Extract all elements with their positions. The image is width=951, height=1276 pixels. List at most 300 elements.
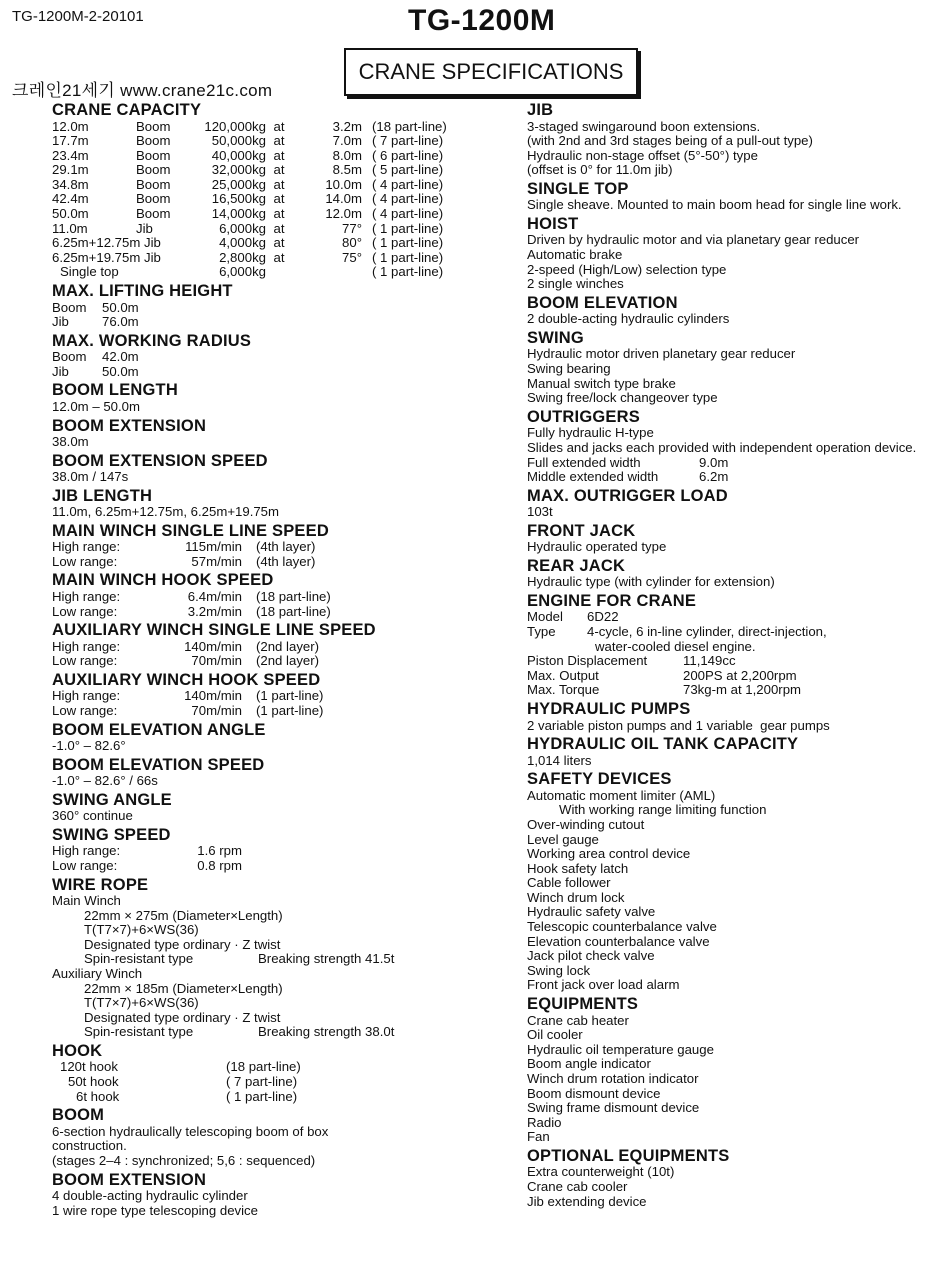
capacity-radius: 7.0m (332, 133, 362, 149)
rope-strength-row (84, 952, 394, 967)
table-row (84, 1025, 394, 1040)
table-row (527, 610, 827, 625)
jib-length-section (52, 487, 492, 520)
section-heading: AUXILIARY WINCH SINGLE LINE SPEED (52, 621, 376, 640)
capacity-load: 14,000kg (211, 206, 266, 222)
section-line: (with 2nd and 3rd stages being of a pull-out type) (527, 133, 813, 149)
table-row (527, 470, 728, 485)
capacity-boom-length: 6.25m+12.75m Jib (52, 235, 161, 251)
equipments-section (527, 995, 937, 1145)
section-heading: BOOM EXTENSION SPEED (52, 451, 268, 470)
aux-winch-label: Auxiliary Winch (52, 965, 143, 981)
section-heading: JIB LENGTH (52, 486, 153, 505)
lifting-height-table (52, 301, 139, 330)
list-item: Hydraulic safety valve (527, 904, 656, 920)
capacity-boom-length: 29.1m (52, 162, 89, 178)
rope-spec-line: T(T7×7)+6×WS(36) (84, 995, 199, 1011)
list-item: Jack pilot check valve (527, 948, 655, 964)
section-value: 12.0m – 50.0m (52, 398, 140, 414)
list-item: Elevation counterbalance valve (527, 933, 710, 949)
row-label: Model (527, 609, 563, 625)
capacity-radius: 12.0m (325, 206, 362, 222)
row-label: Type (527, 624, 556, 640)
row-value: 140m/min (184, 688, 242, 704)
section-heading: HOOK (52, 1041, 103, 1060)
table-row (52, 149, 472, 164)
row-label: High range: (52, 843, 121, 859)
capacity-load: 2,800kg (219, 249, 266, 265)
section-heading: OUTRIGGERS (527, 407, 640, 426)
list-item: Swing frame dismount device (527, 1100, 700, 1116)
table-row (52, 1090, 301, 1105)
front-jack-section (527, 522, 937, 555)
list-item: Boom angle indicator (527, 1056, 651, 1072)
list-item: Telescopic counterbalance valve (527, 919, 717, 935)
table-row (52, 120, 472, 135)
capacity-boom-type: Jib (136, 220, 153, 236)
capacity-at: at (273, 220, 285, 236)
section-line: Automatic brake (527, 247, 623, 263)
speed-table (52, 590, 331, 619)
document-id: TG-1200M-2-20101 (12, 8, 144, 25)
table-row (527, 669, 801, 684)
capacity-load: 16,500kg (211, 191, 266, 207)
table-row (52, 207, 472, 222)
boom-section (52, 1106, 492, 1168)
list-item: Front jack over load alarm (527, 977, 680, 993)
table-row (52, 163, 472, 178)
row-value: 11,149cc (683, 653, 736, 669)
row-label: Spin-resistant type (84, 1024, 194, 1040)
section-value: 38.0m / 147s (52, 469, 129, 485)
specifications-banner: CRANE SPECIFICATIONS (344, 48, 638, 96)
capacity-load: 6,000kg (219, 264, 266, 280)
row-note: (4th layer) (256, 539, 316, 555)
list-item: Swing lock (527, 962, 591, 978)
capacity-radius: 77° (342, 220, 362, 236)
section-line: Hydraulic operated type (527, 539, 667, 555)
table-row (52, 1060, 301, 1075)
row-value: 70m/min (191, 653, 242, 669)
row-value: 6.2m (699, 469, 729, 485)
main-winch-hook-speed-section (52, 571, 492, 619)
jib-section (527, 101, 937, 178)
row-note: (1 part-line) (256, 688, 324, 704)
capacity-part-line: ( 1 part-line) (372, 220, 444, 236)
capacity-radius (292, 265, 372, 280)
row-label: High range: (52, 539, 121, 555)
capacity-at: at (273, 235, 285, 251)
capacity-boom-type: Boom (136, 176, 171, 192)
section-heading: JIB (527, 101, 554, 119)
section-heading: FRONT JACK (527, 521, 636, 540)
row-value: 140m/min (184, 638, 242, 654)
row-label: Full extended width (527, 454, 641, 470)
engine-model-table (527, 610, 827, 654)
capacity-load: 25,000kg (211, 176, 266, 192)
capacity-part-line: ( 5 part-line) (372, 162, 444, 178)
row-value: water-cooled diesel engine. (595, 638, 756, 654)
table-row (52, 192, 472, 207)
list-item: Boom dismount device (527, 1085, 661, 1101)
capacity-boom-type: Boom (136, 206, 171, 222)
section-line: (stages 2–4 : synchronized; 5,6 : sequenced) (52, 1152, 316, 1168)
list-item: Oil cooler (527, 1027, 583, 1043)
row-value: 42.0m (102, 349, 139, 365)
capacity-load: 50,000kg (211, 133, 266, 149)
table-row (52, 251, 472, 266)
table-row (52, 178, 472, 193)
speed-table (52, 844, 256, 873)
capacity-at: at (273, 133, 285, 149)
engine-performance-table (527, 654, 801, 698)
capacity-part-line: ( 1 part-line) (372, 264, 444, 280)
capacity-at: at (273, 147, 285, 163)
table-row (527, 456, 728, 471)
list-item: Radio (527, 1114, 562, 1130)
rope-strength-row (84, 1025, 394, 1040)
section-line: 2 double-acting hydraulic cylinders (527, 311, 730, 327)
swing-angle-section (52, 791, 492, 824)
section-heading: BOOM ELEVATION ANGLE (52, 720, 266, 739)
capacity-boom-length: 17.7m (52, 133, 89, 149)
list-item: Crane cab heater (527, 1012, 629, 1028)
max-outrigger-load-section (527, 487, 937, 520)
table-row (527, 683, 801, 698)
row-label: Boom (52, 349, 87, 365)
section-line: 103t (527, 504, 553, 520)
hook-table (52, 1060, 301, 1104)
row-label: Jib (52, 314, 69, 330)
row-value: 1.6 rpm (197, 843, 242, 859)
row-value: 115m/min (185, 539, 242, 555)
table-row (52, 222, 472, 237)
table-row (52, 654, 319, 669)
section-heading: SWING SPEED (52, 825, 171, 844)
section-value: -1.0° – 82.6° / 66s (52, 773, 158, 789)
list-item: Hook safety latch (527, 860, 629, 876)
list-item: Over-winding cutout (527, 816, 645, 832)
boom-extension-speed-section (52, 452, 492, 485)
row-value: Breaking strength 41.5t (258, 951, 395, 967)
row-label: High range: (52, 688, 121, 704)
row-value: 73kg-m at 1,200rpm (683, 682, 802, 698)
safety-devices-section (527, 770, 937, 993)
section-heading: OPTIONAL EQUIPMENTS (527, 1146, 730, 1165)
section-heading: MAX. OUTRIGGER LOAD (527, 486, 728, 505)
capacity-part-line: ( 1 part-line) (372, 235, 444, 251)
row-value: 200PS at 2,200rpm (683, 667, 797, 683)
section-heading: MAX. LIFTING HEIGHT (52, 282, 233, 301)
rear-jack-section (527, 557, 937, 590)
list-item: Extra counterweight (10t) (527, 1164, 675, 1180)
hook-section (52, 1042, 492, 1104)
capacity-part-line: (18 part-line) (372, 118, 447, 134)
optional-equipment-list (527, 1165, 937, 1209)
capacity-radius: 8.5m (332, 162, 362, 178)
boom-elevation-angle-section (52, 721, 492, 754)
row-note: (2nd layer) (256, 653, 320, 669)
speed-table (52, 540, 315, 569)
capacity-boom-type: Boom (136, 147, 171, 163)
list-item: Cable follower (527, 875, 611, 891)
row-value: 76.0m (102, 314, 139, 330)
row-note: (18 part-line) (256, 603, 331, 619)
row-note: (18 part-line) (256, 588, 331, 604)
capacity-load: 6,000kg (219, 220, 266, 236)
outriggers-section (527, 408, 937, 485)
row-label: Low range: (52, 603, 118, 619)
wire-rope-section (52, 876, 492, 1040)
capacity-at: at (273, 176, 285, 192)
rope-spec-line: 22mm × 185m (Diameter×Length) (84, 980, 283, 996)
row-value: 50.0m (102, 299, 139, 315)
section-line: (offset is 0° for 11.0m jib) (527, 162, 673, 178)
boom-extension-section (52, 417, 492, 450)
section-line: 1,014 liters (527, 752, 592, 768)
capacity-boom-length: 34.8m (52, 176, 89, 192)
list-item: Fan (527, 1129, 550, 1145)
row-label: Low range: (52, 653, 118, 669)
outrigger-width-table (527, 456, 728, 485)
row-value: ( 1 part-line) (226, 1088, 298, 1104)
capacity-part-line: ( 4 part-line) (372, 206, 444, 222)
capacity-table (52, 120, 472, 281)
capacity-load: 120,000kg (204, 118, 266, 134)
section-heading: SINGLE TOP (527, 179, 629, 198)
row-note: (1 part-line) (256, 702, 324, 718)
row-note: (2nd layer) (256, 638, 320, 654)
row-label: 6t hook (76, 1088, 120, 1104)
list-item: Winch drum rotation indicator (527, 1070, 699, 1086)
table-row (527, 625, 827, 640)
list-item: Level gauge (527, 831, 599, 847)
capacity-load: 40,000kg (211, 147, 266, 163)
row-value: (18 part-line) (226, 1059, 301, 1075)
oil-tank-section (527, 735, 937, 768)
list-item: Jib extending device (527, 1193, 647, 1209)
rope-spec-line: 22mm × 275m (Diameter×Length) (84, 907, 283, 923)
capacity-radius: 3.2m (332, 118, 362, 134)
speed-table (52, 689, 323, 718)
row-label: 120t hook (60, 1059, 118, 1075)
section-line: 4 double-acting hydraulic cylinder (52, 1188, 248, 1203)
rope-spec-line: Designated type ordinary · Z twist (84, 936, 281, 952)
section-heading: EQUIPMENTS (527, 995, 639, 1014)
table-row (52, 301, 139, 316)
boom-length-section (52, 381, 492, 414)
table-row (52, 844, 256, 859)
section-heading: CRANE CAPACITY (52, 101, 202, 119)
table-row (52, 605, 331, 620)
section-heading: SAFETY DEVICES (527, 770, 672, 789)
row-label: Max. Output (527, 667, 599, 683)
capacity-radius: 8.0m (332, 147, 362, 163)
section-heading: HYDRAULIC OIL TANK CAPACITY (527, 735, 799, 754)
capacity-boom-length: 6.25m+19.75m Jib (52, 249, 161, 265)
section-heading: HYDRAULIC PUMPS (527, 700, 691, 719)
section-heading: MAX. WORKING RADIUS (52, 331, 252, 350)
capacity-at: at (273, 191, 285, 207)
table-row (527, 640, 827, 655)
capacity-boom-type: Boom (136, 133, 171, 149)
section-heading: BOOM (52, 1106, 105, 1125)
table-row (52, 134, 472, 149)
row-label: Low range: (52, 702, 118, 718)
boom-extension-device-section (52, 1171, 492, 1219)
section-heading: MAIN WINCH SINGLE LINE SPEED (52, 521, 329, 540)
section-heading: BOOM ELEVATION SPEED (52, 755, 265, 774)
row-value: 4-cycle, 6 in-line cylinder, direct-injection, (587, 624, 827, 640)
section-line: Hydraulic non-stage offset (5°-50°) type (527, 147, 758, 163)
row-label: Boom (52, 299, 87, 315)
row-value: 3.2m/min (187, 603, 242, 619)
main-winch-single-line-speed-section (52, 522, 492, 570)
section-value: 38.0m (52, 434, 89, 449)
capacity-boom-length: 23.4m (52, 147, 89, 163)
max-working-radius-section (52, 332, 492, 380)
row-label: Piston Displacement (527, 653, 648, 669)
row-value: 50.0m (102, 363, 139, 379)
table-row (52, 236, 472, 251)
section-line: Fully hydraulic H-type (527, 425, 654, 441)
section-heading: MAIN WINCH HOOK SPEED (52, 571, 274, 590)
capacity-part-line: ( 6 part-line) (372, 147, 444, 163)
left-column (52, 101, 492, 1220)
capacity-part-line: ( 1 part-line) (372, 249, 444, 265)
swing-section (527, 329, 937, 406)
capacity-at: at (273, 118, 285, 134)
main-winch-label: Main Winch (52, 893, 121, 908)
list-item: Hydraulic oil temperature gauge (527, 1041, 714, 1057)
capacity-boom-type: Boom (136, 118, 171, 134)
section-heading: AUXILIARY WINCH HOOK SPEED (52, 670, 321, 689)
capacity-at: at (273, 162, 285, 178)
page-title: TG-1200M (408, 4, 556, 37)
table-row (52, 350, 139, 365)
max-lifting-height-section (52, 282, 492, 330)
row-label: High range: (52, 588, 121, 604)
table-row (52, 640, 319, 655)
capacity-boom-length: 12.0m (52, 118, 89, 134)
section-heading: SWING ANGLE (52, 790, 172, 809)
section-heading: BOOM ELEVATION (527, 293, 678, 312)
row-label: Low range: (52, 553, 118, 569)
capacity-boom-length: Single top (60, 264, 119, 280)
capacity-at: at (273, 249, 285, 265)
section-line: Hydraulic type (with cylinder for extension) (527, 574, 775, 590)
table-row (52, 590, 331, 605)
capacity-radius: 75° (342, 249, 362, 265)
table-row (52, 265, 472, 280)
table-row (52, 555, 315, 570)
section-line: Driven by hydraulic motor and via planetary gear reducer (527, 232, 860, 248)
section-line: Slides and jacks each provided with independent operation device. (527, 439, 917, 455)
capacity-part-line: ( 7 part-line) (372, 133, 444, 149)
section-line: 2-speed (High/Low) selection type (527, 261, 727, 277)
row-value: 6.4m/min (187, 588, 242, 604)
table-row (52, 859, 256, 874)
row-label: Spin-resistant type (84, 951, 194, 967)
section-line: 2 variable piston pumps and 1 variable gear pumps (527, 717, 830, 733)
safety-list (527, 818, 937, 993)
capacity-at (266, 265, 292, 280)
rope-spec-line: T(T7×7)+6×WS(36) (84, 922, 199, 938)
section-line: Hydraulic motor driven planetary gear reducer (527, 346, 796, 362)
section-line: With working range limiting function (559, 802, 767, 818)
equipment-list (527, 1014, 937, 1145)
capacity-part-line: ( 4 part-line) (372, 176, 444, 192)
row-value: 9.0m (699, 454, 729, 470)
section-line: Single sheave. Mounted to main boom head for single line work. (527, 197, 902, 213)
boom-elevation-speed-section (52, 756, 492, 789)
capacity-boom-type: Boom (136, 191, 171, 207)
capacity-load: 4,000kg (219, 235, 266, 251)
section-heading: BOOM EXTENSION (52, 1170, 207, 1189)
section-line: 3-staged swingaround boon extensions. (527, 118, 761, 134)
swing-speed-section (52, 826, 492, 874)
hoist-section (527, 215, 937, 292)
table-row (52, 540, 315, 555)
website-label: 크레인21세기 www.crane21c.com (12, 81, 273, 100)
row-value: 6D22 (587, 609, 619, 625)
section-heading: ENGINE FOR CRANE (527, 591, 697, 610)
list-item: Winch drum lock (527, 889, 625, 905)
capacity-radius: 10.0m (325, 176, 362, 192)
capacity-radius: 14.0m (325, 191, 362, 207)
engine-section (527, 592, 937, 698)
working-radius-table (52, 350, 139, 379)
row-value: 0.8 rpm (197, 857, 242, 873)
table-row (52, 689, 323, 704)
row-label: 50t hook (68, 1074, 119, 1090)
capacity-boom-length: 42.4m (52, 191, 89, 207)
row-label: Jib (52, 363, 69, 379)
section-line: Swing free/lock changeover type (527, 390, 718, 406)
section-line: 2 single winches (527, 276, 624, 292)
capacity-part-line: ( 4 part-line) (372, 191, 444, 207)
capacity-boom-type: Boom (136, 162, 171, 178)
optional-equipments-section (527, 1147, 937, 1209)
row-value: Breaking strength 38.0t (258, 1024, 395, 1040)
capacity-radius: 80° (342, 235, 362, 251)
capacity-boom-length: 50.0m (52, 206, 89, 222)
row-value: 70m/min (191, 702, 242, 718)
table-row (52, 315, 139, 330)
list-item: Working area control device (527, 846, 691, 862)
section-line: Swing bearing (527, 361, 611, 377)
section-value: 360° continue (52, 808, 133, 824)
table-row (527, 654, 801, 669)
section-heading: SWING (527, 328, 584, 347)
section-line: Automatic moment limiter (AML) (527, 787, 716, 803)
right-column (527, 101, 937, 1211)
section-heading: REAR JACK (527, 556, 626, 575)
table-row (52, 365, 139, 380)
row-label: High range: (52, 638, 121, 654)
section-line: 6-section hydraulically telescoping boom of box construction. (52, 1123, 329, 1154)
table-row (84, 952, 394, 967)
aux-winch-single-line-speed-section (52, 621, 492, 669)
list-item: Crane cab cooler (527, 1178, 628, 1194)
row-value: ( 7 part-line) (226, 1074, 298, 1090)
speed-table (52, 640, 319, 669)
crane-capacity-section (52, 101, 492, 280)
table-row (52, 704, 323, 719)
row-label: Middle extended width (527, 469, 659, 485)
row-note: (4th layer) (256, 553, 316, 569)
row-value: 57m/min (191, 553, 242, 569)
